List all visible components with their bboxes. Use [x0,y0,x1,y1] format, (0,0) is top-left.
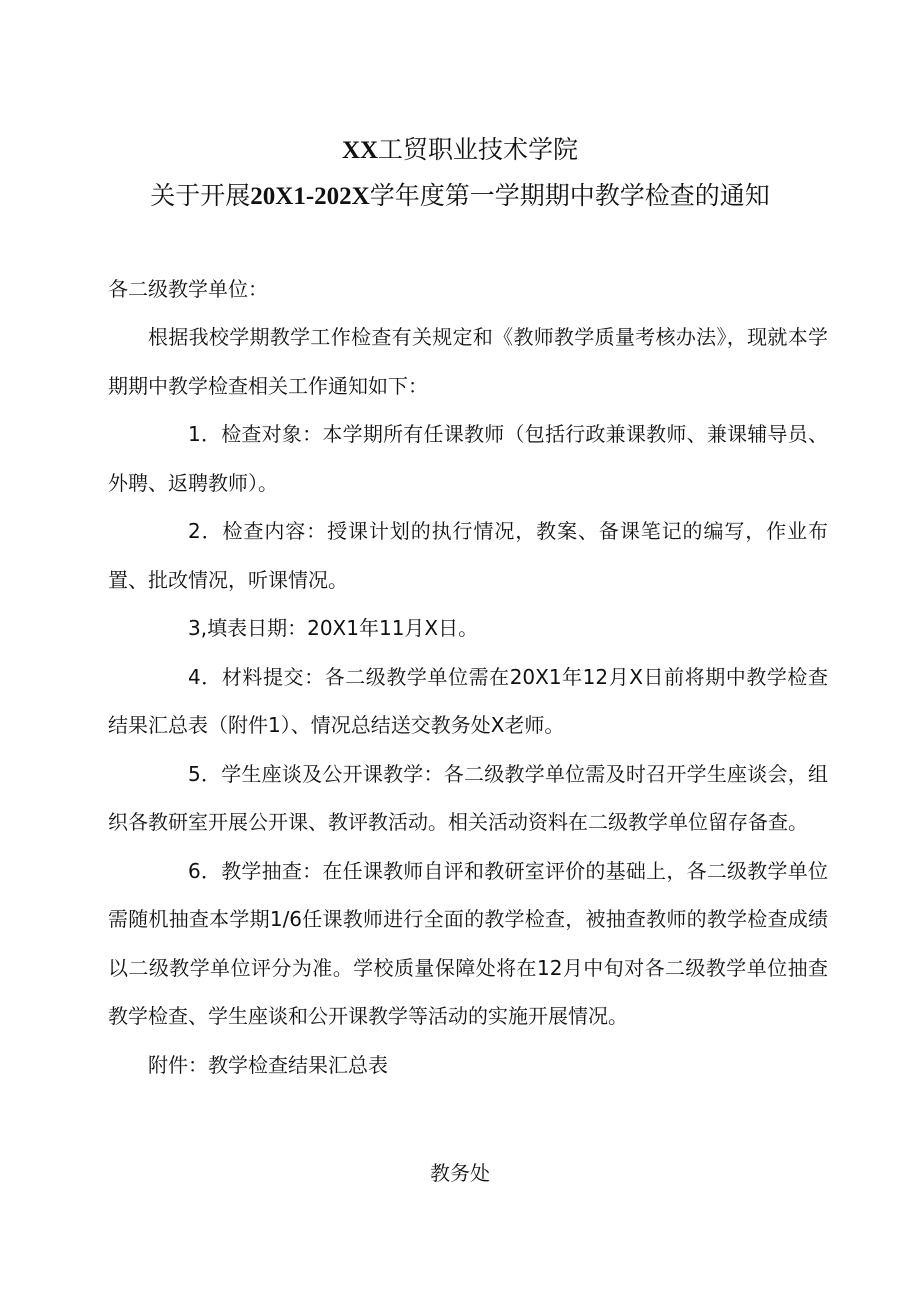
item-text: ．检查内容：授课计划的执行情况，教案、备课笔记的编写，作业布置、批改情况，听课情况。 [108,519,828,592]
document-title-line2 [0,181,920,212]
item-number: 6 [188,858,201,883]
salutation-text: 各二级教学单位： [108,277,268,301]
list-item [108,604,828,653]
academic-years: 20X1-202X [250,183,370,210]
title-part-a: 关于开展 [150,181,251,210]
notice-body [108,313,828,1089]
item-text: ．检查对象：本学期所有任课教师（包括行政兼课教师、兼课辅导员、外聘、返聘教师）。 [108,422,828,495]
list-item [108,750,828,847]
title-part-b: 学年度第一学期期中教学检查的通知 [369,181,770,210]
list-item [108,507,828,604]
list-item [108,847,828,1041]
attachment-line: 附件：教学检查结果汇总表 [148,1052,388,1077]
item-text: ．材料提交：各二级教学单位需在20X1年12月X日前将期中教学检查结果汇总表（附件1）、情况总结送交教务处X老师。 [108,664,828,737]
item-text: ．教学抽查：在任课教师自评和教研室评价的基础上，各二级教学单位需随机抽查本学期1/6任课教师进行全面的教学检查，被抽查教师的教学检查成绩以二级教学单位评分为准。学校质量保障处将在12月中旬对各二级教学单位抽查教学检查、学生座谈和公开课教学等活动的实施开展情况。 [108,858,828,1028]
item-number: 5 [188,761,201,786]
salutation [108,265,828,314]
item-number: 1 [188,422,201,446]
school-name-prefix: XX [341,137,379,164]
item-text: ．学生座谈及公开课教学：各二级教学单位需及时召开学生座谈会，组织各教研室开展公开课、教评教活动。相关活动资料在二级教学单位留存备查。 [108,761,828,834]
item-number: 2 [188,519,201,543]
item-text: 填表日期：20X1年11月X日。 [207,616,479,640]
school-name: 工贸职业技术学院 [378,135,579,164]
document-title-line1 [0,135,920,166]
item-number: 3, [188,616,208,640]
list-item [108,653,828,750]
item-number: 4 [188,664,201,689]
issuer-signature: 教务处 [430,1161,490,1185]
intro-paragraph: 根据我校学期教学工作检查有关规定和《教师教学质量考核办法》，现就本学期期中教学检查相关工作通知如下： [108,325,828,398]
list-item [108,410,828,507]
